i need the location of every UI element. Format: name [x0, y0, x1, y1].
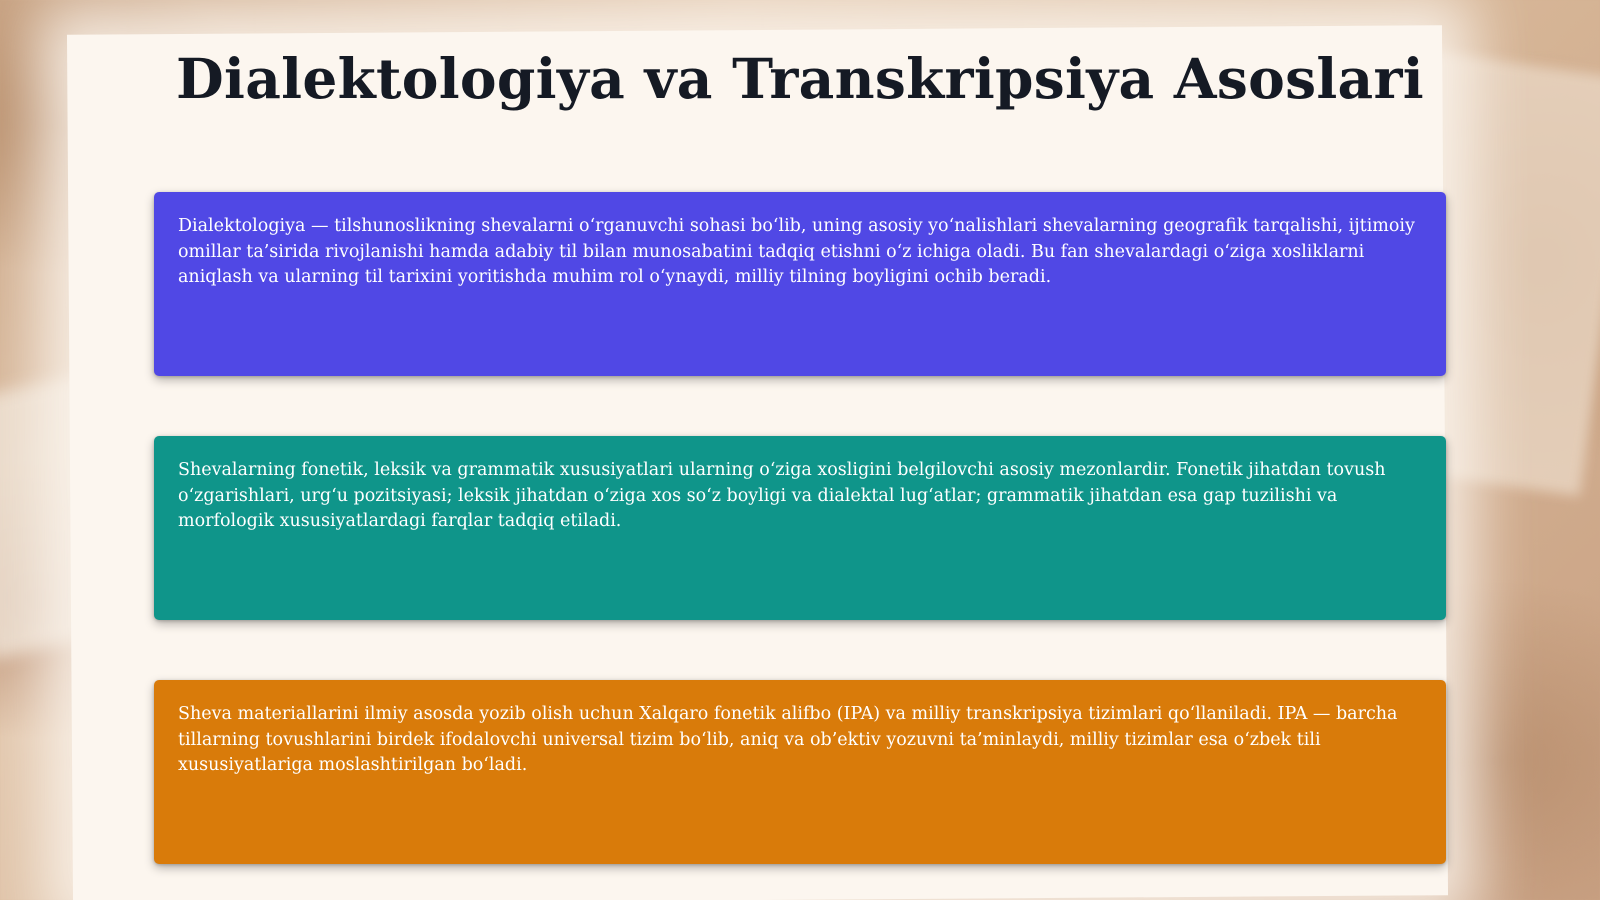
card-text: Dialektologiya — tilshunoslikning shevalarni o‘rganuvchi sohasi bo‘lib, uning asosiy yo‘nalishlari shevalarning geografik tarqalishi, ijtimoiy omillar ta’sirida rivojlanishi hamda adabiy til bilan munosabatini tadqiq etishni o‘z ichiga oladi. Bu fan shevalardagi o‘ziga xosliklarni aniqlash va ularning til tarixini yoritishda muhim rol o‘ynaydi, milliy tilning boyligini ochib beradi. — [178, 216, 1415, 287]
slide-title: Dialektologiya va Transkripsiya Asoslari — [176, 46, 1424, 111]
card-text: Sheva materiallarini ilmiy asosda yozib olish uchun Xalqaro fonetik alifbo (IPA) va milliy transkripsiya tizimlari qo‘llaniladi. IPA — barcha tillarning tovushlarini birdek ifodalovchi universal tizim bo‘lib, aniq va ob’ektiv yozuvni ta’minlaydi, milliy tizimlar esa o‘zbek tili xususiyatlariga moslashtirilgan bo‘ladi. — [178, 704, 1398, 775]
card-text: Shevalarning fonetik, leksik va grammatik xususiyatlari ularning o‘ziga xosligini belgilovchi asosiy mezonlardir. Fonetik jihatdan tovush o‘zgarishlari, urg‘u pozitsiyasi; leksik jihatdan o‘ziga xos so‘z boyligi va dialektal lug‘atlar; grammatik jihatdan esa gap tuzilishi va morfologik xususiyatlardagi farqlar tadqiq etiladi. — [178, 460, 1386, 531]
content-card-transcription — [154, 680, 1446, 864]
content-card-features — [154, 436, 1446, 620]
content-card-dialectology — [154, 192, 1446, 376]
